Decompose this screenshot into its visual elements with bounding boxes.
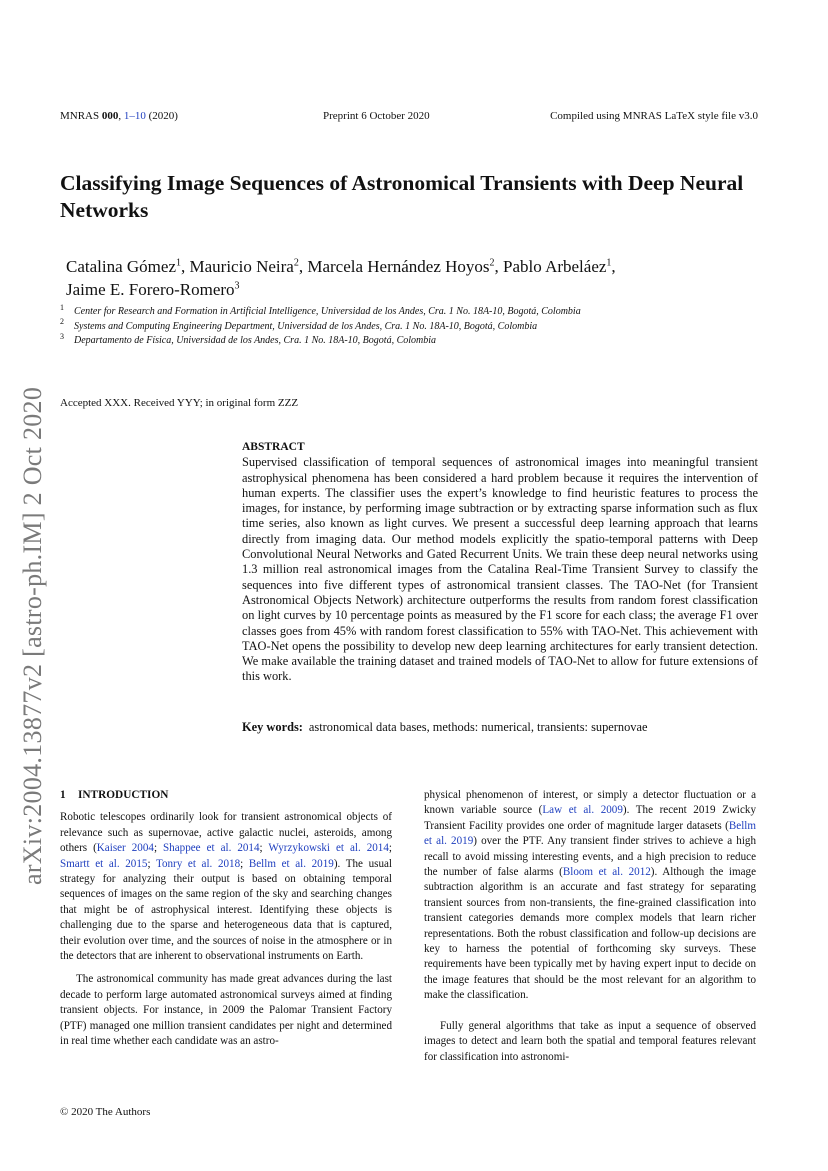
running-header-compiled: Compiled using MNRAS LaTeX style file v3.0 [550,110,758,122]
affiliation-item: 3 Departamento de Física, Universidad de los Andes, Cra. 1 No. 18A-10, Bogotá, Colombia [60,331,437,346]
journal-year: (2020) [148,110,178,122]
paragraph-text: physical phenomenon of interest, or simply a detector fluctuation or a known variable source ( [424,789,756,817]
citation-link[interactable]: Law et al. 2009 [542,804,623,817]
paragraph-text: ). Although the image subtraction algorithm is an accurate and fast strategy for separating transient sources from non-transients, the fine-grained classification into transient categories demands more complex models that learn richer representations. Both the robust classification and follow-up decisions are key to harness the potential of forthcoming sky surveys. These requirements have been typically met by having expert input to decide on the image features that should be the most relevant for an algorithm to make the classification. [424,866,756,1002]
author-affiliation-mark: 1 [176,257,181,269]
arxiv-stamp: arXiv:2004.13877v2 [astro-ph.IM] 2 Oct 2020 [18,386,47,885]
left-column [60,788,392,1050]
author-separator: , [611,257,616,276]
acceptance-line: Accepted XXX. Received YYY; in original form ZZZ [60,397,299,409]
running-header-preprint: Preprint 6 October 2020 [323,110,430,122]
author-name: Mauricio Neira [189,257,294,276]
affiliation-list [60,302,780,349]
author-name: Catalina Gómez [66,257,176,276]
paragraph-text: ). The recent 2019 Zwicky Transient Facility provides one order of magnitude larger datasets ( [424,804,756,832]
paragraph-text: Robotic telescopes ordinarily look for transient astronomical objects of relevance such as supernovae, active galactic nuclei, asteroids, among others ( [60,811,392,855]
citation-link[interactable]: Kaiser 2004 [96,842,154,855]
citation-link[interactable]: Tonry et al. 2018 [155,857,241,870]
citation-link[interactable]: Smartt et al. 2015 [60,857,148,870]
abstract-heading: ABSTRACT [242,441,305,453]
author-name: Pablo Arbeláez [503,257,607,276]
author-separator: , [494,257,504,276]
journal-prefix: MNRAS [60,110,100,122]
keywords-text: astronomical data bases, methods: numerical, transients: supernovae [308,720,648,734]
copyright-notice: © 2020 The Authors [60,1106,151,1118]
section-number: 1 [60,789,66,801]
abstract-block [242,440,758,685]
author-affiliation-mark: 2 [293,257,299,269]
author-affiliation-mark: 2 [489,257,495,269]
paragraph-text: ; [388,842,392,855]
abstract-text: Supervised classification of temporal sequences of astronomical images into meaningful transient astrophysical phenomena has been considered a hard problem because it requires the intervention of human experts. The classifier uses the expert’s knowledge to find heuristic features to process the images, for instance, by performing image subtraction or by extracting sparse information such as flux time series, also known as light curves. We present a successful deep learning approach that learns directly from imaging data. Our method models explicitly the spatio-temporal patterns with Deep Convolutional Neural Networks and Gated Recurrent Units. We train these deep neural networks using 1.3 million real astronomical images from the Catalina Real-Time Transient Survey to classify the sequences into five different types of astronomical transient classes. The TAO-Net (for Transient Astronomical Objects Network) architecture outperforms the results from random forest classification on light curves by 10 percentage points as measured by the F1 score for each class; the average F1 over classes goes from 45% with random forest classification to 55% with TAO-Net. This achievement with TAO-Net opens the possibility to develop new deep learning architectures for early transient detection. We make available the training dataset and trained models of TAO-Net to allow for future extensions of this work. [242,455,758,684]
citation-link[interactable]: Bellm et al. 2019 [424,819,756,848]
citation-link[interactable]: Bloom et al. 2012 [562,866,651,879]
paragraph-text: ; [240,857,249,870]
author-name: Jaime E. Forero-Romero [66,280,235,299]
affiliation-text: Departamento de Física, Universidad de los Andes, Cra. 1 No. 18A-10, Bogotá, Colombia [74,335,437,346]
citation-link[interactable]: Bellm et al. 2019 [248,857,334,870]
paragraph-text: ) over the PTF. Any transient finder strives to achieve a high recall to avoid missing interesting events, and a high precision to reduce the number of false alarms ( [424,835,756,879]
citation-link[interactable]: Wyrzykowski et al. 2014 [268,842,389,855]
paragraph-text: ). The usual strategy for analyzing their output is based on obtaining temporal sequences of images on the same region of the sky and searching changes that might be of astrophysical interest. Identifying these objects is challenging due to the sparse and heterogeneous data that is captured, their evolution over time, and the sources of noise in the atmosphere or in the detectors that are inherent to observational instruments on Earth. [60,857,393,963]
paragraph-text: ; [259,842,269,855]
journal-pages-link[interactable]: 1–10 [123,110,146,122]
affiliation-item: 1 Center for Research and Formation in Artificial Intelligence, Universidad de los Andes, Cra. 1 No. 18A-10, Bogotá, Colombia [60,302,581,317]
intro-paragraph-3 [424,788,756,1004]
author-affiliation-mark: 1 [606,257,612,269]
section-title: INTRODUCTION [78,789,169,801]
citation-link[interactable]: Shappee et al. 2014 [163,842,260,855]
affiliation-text: Center for Research and Formation in Artificial Intelligence, Universidad de los Andes, Cra. 1 No. 18A-10, Bogotá, Colombia [74,306,581,317]
running-header-journal: MNRAS 000, 1–10 (2020) [60,110,178,122]
paper-title: Classifying Image Sequences of Astronomical Transients with Deep Neural Networks [60,171,744,222]
intro-paragraph-1 [60,810,392,964]
affiliation-item: 2 Systems and Computing Engineering Department, Universidad de los Andes, Cra. 1 No. 18A-10, Bogotá, Colombia [60,317,538,332]
keywords-line [242,720,762,735]
affiliation-text: Systems and Computing Engineering Department, Universidad de los Andes, Cra. 1 No. 18A-10, Bogotá, Colombia [74,320,538,332]
author-separator: , [181,257,190,276]
journal-volume: 000 [101,110,119,122]
author-separator: , [298,257,308,276]
paragraph-text: ; [147,857,156,870]
author-list [66,255,786,301]
section-heading [60,788,392,803]
author-name: Marcela Hernández Hoyos [307,257,490,276]
intro-paragraph-4: Fully general algorithms that take as input a sequence of observed images to detect and learn both the spatial and temporal features relevant for classification into astronomi- [424,1019,756,1063]
intro-paragraph-2: The astronomical community has made great advances during the last decade to perform large automated astronomical surveys aimed at finding transient objects. For instance, in 2009 the Palomar Transient Factory (PTF) managed one million transient candidates per night and determined in real time whether each candidate was an astro- [60,973,392,1048]
author-affiliation-mark: 3 [234,280,240,292]
right-column [424,788,756,1065]
paragraph-text: ; [153,842,164,855]
keywords-label: Key words: [242,720,303,734]
